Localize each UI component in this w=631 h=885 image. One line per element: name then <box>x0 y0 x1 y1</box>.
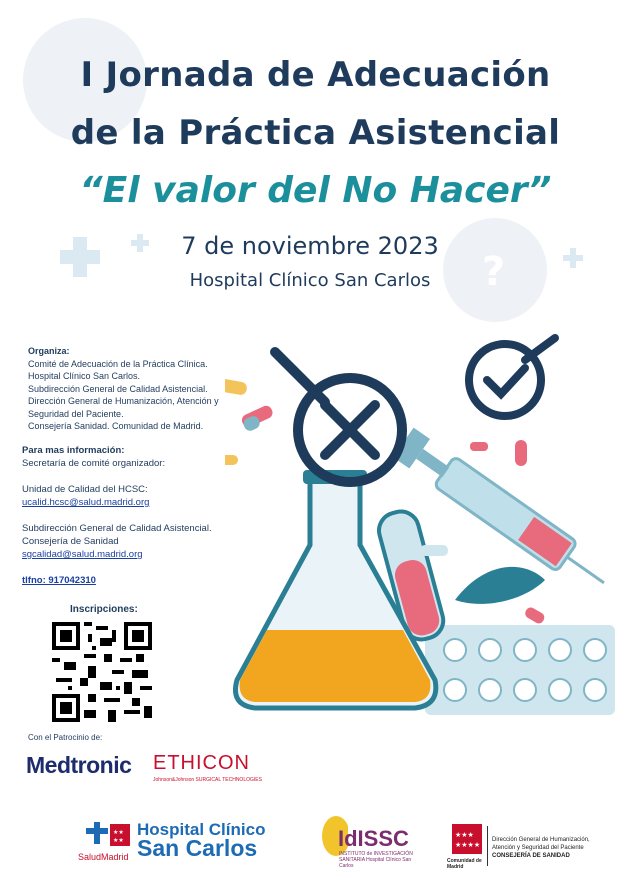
comunidad-madrid-label: Comunidad de Madrid <box>447 858 482 870</box>
organiza-line: Dirección General de Humanización, Atención y <box>28 396 219 406</box>
x-circle-icon <box>275 352 402 482</box>
subdireccion-label: Subdirección General de Calidad Asistencial. <box>22 523 212 534</box>
contact-section <box>22 444 257 587</box>
comunidad-madrid-flag-icon <box>452 824 482 854</box>
hcsc-emblem-icon <box>80 820 132 854</box>
organiza-line: Consejería Sanidad. Comunidad de Madrid. <box>28 421 204 431</box>
contact-heading: Para mas información: <box>22 445 125 456</box>
ethicon-logo: ETHICON <box>153 752 250 774</box>
event-date: 7 de noviembre 2023 <box>181 232 439 260</box>
hospital-line-2: San Carlos <box>137 835 258 861</box>
svg-text:★★★★: ★★★★ <box>455 841 481 849</box>
title-line-1: I Jornada de Adecuación <box>80 55 551 95</box>
salud-madrid-label: SaludMadrid <box>78 852 129 862</box>
ethicon-subtext: Johnson&Johnson SURGICAL TECHNOLOGIES <box>153 777 262 783</box>
qr-code[interactable] <box>52 622 152 722</box>
svg-text:★★: ★★ <box>113 837 124 844</box>
secretaria-label: Secretaría de comité organizador: <box>22 458 166 469</box>
unidad-label: Unidad de Calidad del HCSC: <box>22 484 148 495</box>
hospital-logo-text <box>137 820 266 861</box>
cm-line-1: Dirección General de Humanización, <box>492 837 590 843</box>
organiza-heading: Organiza: <box>28 346 70 356</box>
subtitle: “El valor del No Hacer” <box>79 170 552 211</box>
hospital-line-1: Hospital Clínico <box>137 820 266 839</box>
idissc-subtext: INSTITUTO de INVESTIGACIÓN SANITARIA Hospital Clínico San Carlos <box>339 851 413 869</box>
phone-link[interactable]: tlfno: 917042310 <box>22 575 96 586</box>
idissc-logo: IdISSC <box>338 826 409 851</box>
organiza-line: Hospital Clínico San Carlos. <box>28 371 141 381</box>
organiza-section <box>28 345 263 433</box>
organiza-line: Subdirección General de Calidad Asistencial. <box>28 383 208 394</box>
lab-illustration <box>225 330 625 740</box>
svg-text:★★: ★★ <box>113 829 124 836</box>
title-line-2: de la Práctica Asistencial <box>70 113 561 153</box>
email-link-ucalid[interactable]: ucalid.hcsc@salud.madrid.org <box>22 497 150 508</box>
event-venue: Hospital Clínico San Carlos <box>189 270 431 291</box>
sponsor-label: Con el Patrocinio de: <box>28 733 103 742</box>
svg-text:★★★: ★★★ <box>455 831 474 839</box>
cm-line-2: Atención y Seguridad del Paciente <box>492 845 584 851</box>
plus-icon <box>60 237 100 277</box>
check-circle-icon <box>469 338 555 416</box>
inscripciones-label: Inscripciones: <box>70 604 138 615</box>
organiza-line: Seguridad del Paciente. <box>28 408 124 419</box>
consejeria-label: Consejería de Sanidad <box>22 536 119 547</box>
cm-line-3: CONSEJERÍA DE SANIDAD <box>492 853 570 859</box>
email-link-sgcalidad[interactable]: sgcalidad@salud.madrid.org <box>22 549 143 560</box>
leaf-icon <box>455 567 545 604</box>
medtronic-logo: Medtronic <box>26 752 132 778</box>
svg-text:?: ? <box>482 249 506 295</box>
organiza-line: Comité de Adecuación de la Práctica Clínica. <box>28 358 208 369</box>
plus-icon <box>563 248 583 268</box>
pill-blister-icon <box>425 625 615 715</box>
cm-divider <box>487 826 488 866</box>
consejeria-block <box>492 836 602 860</box>
